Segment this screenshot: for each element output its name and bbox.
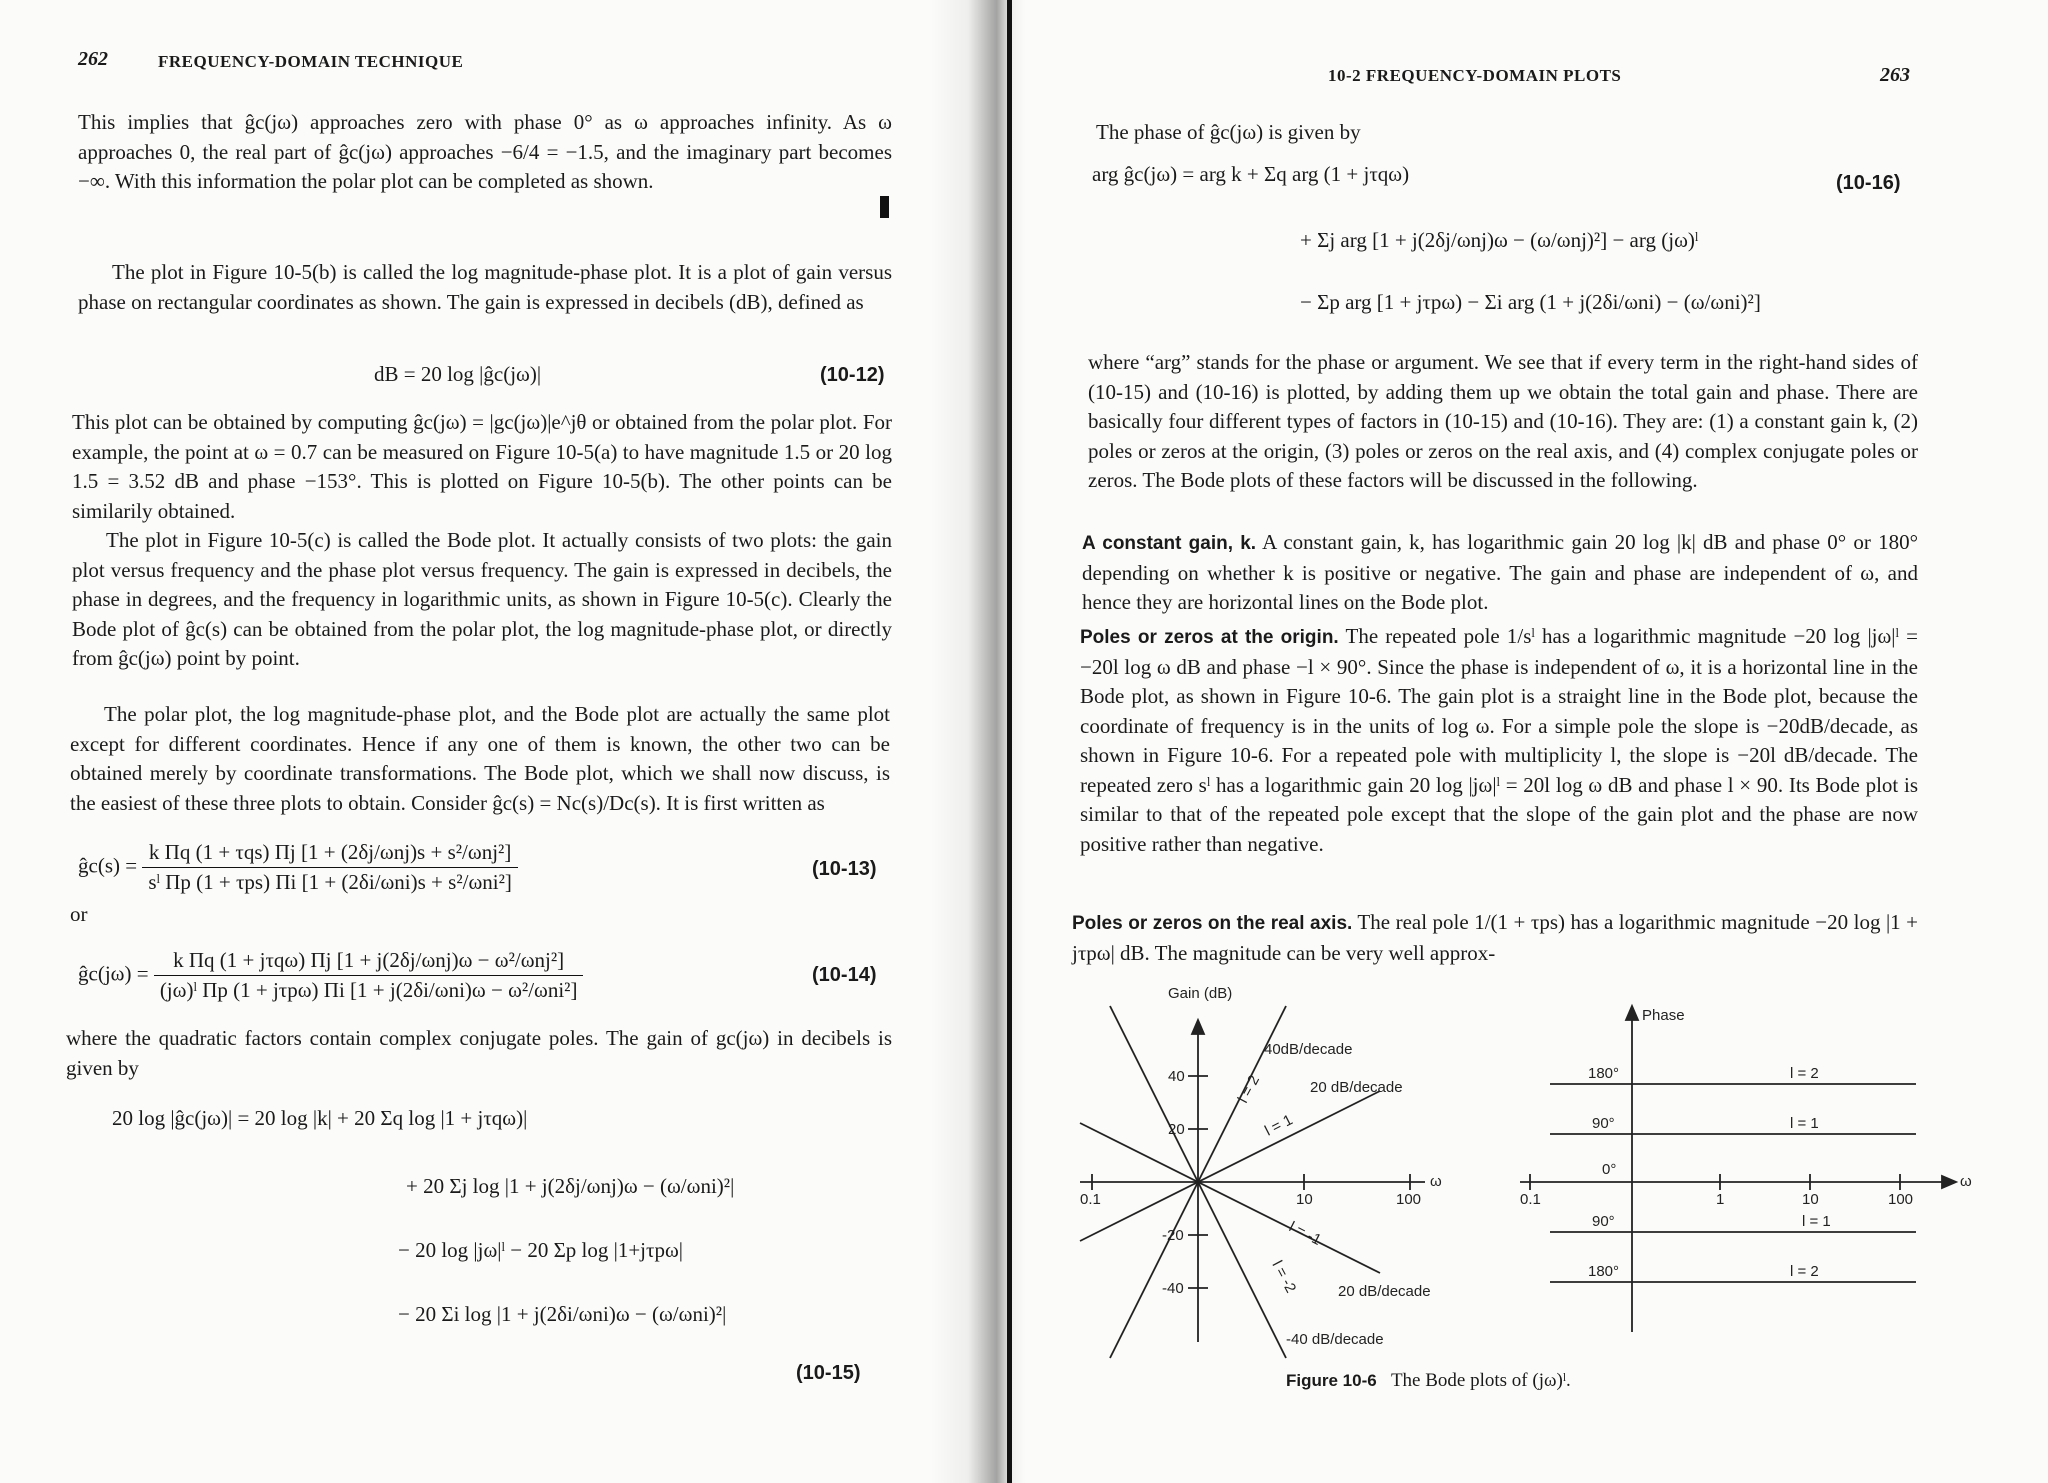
equation-10-15-line4: − 20 Σi log |1 + j(2δi/ωni)ω − (ω/ωni)²|	[398, 1302, 727, 1326]
slope-label: 40dB/decade	[1264, 1041, 1353, 1058]
equation-number: (10-14)	[812, 964, 877, 986]
x-tick-label: 0.1	[1080, 1191, 1101, 1208]
paragraph-text: The repeated pole 1/sˡ has a logarithmic magnitude −20 log |jω|ˡ = −20l log ω dB and phase −l × 90°. Since the phase is independent of ω, it is a horizontal line in the Bode plot, as shown in Figure 10-6. The gain plot is a straight line in the Bode plot, because the coordinate of frequency is in the units of log ω. For a simple pole the slope is −20dB/decade, as shown in Figure 10-6. For a repeated pole with multiplicity l, the slope is −20l dB/decade. The repeated zero sˡ has a logarithmic gain 20 log |jω|ˡ = 20l log ω dB and phase l × 90. Its Bode plot is similar to that of the repeated pole except that the slope of the gain plot and the phase are now positive rather than negative.	[1080, 624, 1918, 856]
line-label: l = -2	[1268, 1257, 1300, 1296]
equation-10-15-line3: − 20 log |jω|ˡ − 20 Σp log |1+jτpω|	[398, 1238, 683, 1262]
x-tick-label: 100	[1396, 1191, 1422, 1208]
phase-axis-title: Phase	[1642, 1007, 1685, 1024]
y-tick-label: 90°	[1592, 1115, 1615, 1132]
line-label: l = 1	[1802, 1213, 1831, 1230]
line-label: l = 2	[1790, 1065, 1819, 1082]
paragraph	[1082, 528, 1918, 618]
figure-10-6	[1050, 976, 1990, 1396]
figure-caption-text: The Bode plots of (jω)ˡ.	[1390, 1370, 1571, 1391]
equation-lhs: ĝc(jω) =	[78, 961, 149, 986]
equation-10-16-line2: + Σj arg [1 + j(2δj/ωnj)ω − (ω/ωnj)²] − arg (jω)ˡ	[1300, 228, 1699, 252]
x-tick-label: 1	[1716, 1191, 1725, 1208]
line-label: l = 1	[1790, 1115, 1819, 1132]
section-heading: A constant gain, k.	[1082, 533, 1257, 554]
equation-10-14	[78, 948, 583, 1003]
equation-10-15-line1: 20 log |ĝc(jω)| = 20 log |k| + 20 Σq log |1 + jτqω)|	[112, 1106, 528, 1130]
phase-labels	[1520, 1007, 1972, 1280]
x-axis-arrow	[1942, 1176, 1956, 1188]
y-tick-label: -20	[1162, 1227, 1184, 1244]
equation-10-15-line2: + 20 Σj log |1 + j(2δj/ωnj)ω − (ω/ωni)²|	[406, 1174, 735, 1198]
figure-label: Figure 10-6	[1286, 1371, 1377, 1390]
running-head: 10-2 FREQUENCY-DOMAIN PLOTS	[1328, 66, 1622, 85]
line-plus-20db	[1080, 1091, 1380, 1241]
page-number: 263	[1880, 64, 1910, 86]
fraction	[142, 840, 518, 895]
x-tick-label: 100	[1888, 1191, 1914, 1208]
line-label: l = 2	[1234, 1072, 1264, 1106]
paragraph: This plot can be obtained by computing ĝc(jω) = |gc(jω)|e^jθ or obtained from the polar plot. For example, the point at ω = 0.7 can be measured on Figure 10-5(a) to have magnitude 1.5 or 20 log 1.5 = 3.52 dB and phase −153°. This is plotted on Figure 10-5(b). The other points can be similarily obtained.	[72, 410, 892, 523]
right-page	[1010, 0, 2048, 1483]
paragraph	[1072, 908, 1918, 968]
line-label: l = 2	[1790, 1263, 1819, 1280]
numerator: k Πq (1 + jτqω) Πj [1 + j(2δj/ωnj)ω − ω²/ωnj²]	[154, 948, 584, 976]
phase-plot	[1520, 1006, 1956, 1332]
denominator: (jω)ˡ Πp (1 + jτpω) Πi [1 + j(2δi/ωni)ω − ω²/ωni²]	[159, 978, 578, 1002]
equation-number: (10-15)	[796, 1362, 861, 1384]
y-tick-label: 40	[1168, 1068, 1185, 1085]
y-axis-arrow	[1626, 1006, 1638, 1020]
equation-10-12: dB = 20 log |ĝc(jω)|	[374, 362, 542, 386]
numerator: k Πq (1 + τqs) Πj [1 + (2δj/ωnj)s + s²/ωnj²]	[142, 840, 518, 868]
paragraph: The phase of ĝc(jω) is given by	[1096, 120, 1361, 144]
equation-lhs: ĝc(s) =	[78, 853, 138, 878]
line-minus-20db	[1080, 1123, 1380, 1273]
equation-10-13	[78, 840, 518, 895]
paragraph: This implies that ĝc(jω) approaches zero with phase 0° as ω approaches infinity. As ω approaches 0, the real part of ĝc(jω) approaches −6/4 = −1.5, and the imaginary part becomes −∞. With this information the polar plot can be completed as shown.	[78, 110, 892, 193]
slope-label: 20 dB/decade	[1310, 1079, 1403, 1096]
y-tick-label: 90°	[1592, 1213, 1615, 1230]
gain-labels	[1080, 985, 1442, 1348]
left-page	[0, 0, 1000, 1483]
fraction	[154, 948, 584, 1003]
paragraph: where “arg” stands for the phase or argument. We see that if every term in the right-hand sides of (10-15) and (10-16) is plotted, by adding them up we obtain the total gain and phase. There are basically four different types of factors in (10-15) and (10-16). They are: (1) a constant gain k, (2) poles or zeros at the origin, (3) poles or zeros on the real axis, and (4) complex conjugate poles or zeros. The Bode plots of these factors will be discussed in the following.	[1088, 350, 1918, 492]
gain-plot	[1080, 1006, 1425, 1358]
gain-axis-title: Gain (dB)	[1168, 985, 1233, 1002]
paragraph	[1080, 622, 1918, 859]
y-tick-label: 20	[1168, 1121, 1185, 1138]
equation-10-16-line3: − Σp arg [1 + jτpω) − Σi arg (1 + j(2δi/ωni) − (ω/ωni)²]	[1300, 290, 1761, 314]
y-tick-label: -40	[1162, 1280, 1184, 1297]
paragraph-text: A constant gain, k, has logarithmic gain 20 log |k| dB and phase 0° or 180° depending on whether k is positive or negative. The gain and phase are independent of ω, and hence they are horizontal lines on the Bode plot.	[1082, 530, 1918, 614]
slope-label: -40 dB/decade	[1286, 1331, 1384, 1348]
equation-number: (10-12)	[820, 364, 885, 386]
paragraph: where the quadratic factors contain complex conjugate poles. The gain of gc(jω) in decibels is given by	[66, 1026, 892, 1080]
paragraph: The plot in Figure 10-5(c) is called the Bode plot. It actually consists of two plots: the gain plot versus frequency and the phase plot versus frequency. The gain is expressed in decibels, the phase in degrees, and the frequency in logarithmic units, as shown in Figure 10-5(c). Clearly the Bode plot of ĝc(s) can be obtained from the polar plot, the log magnitude-phase plot, or directly from ĝc(jω) point by point.	[72, 528, 892, 670]
paragraph-text: The real pole 1/(1 + τps) has a logarithmic magnitude −20 log |1 + jτpω| dB. The magnitude can be very well approx-	[1072, 910, 1918, 965]
line-label: l = -1	[1286, 1218, 1324, 1249]
end-of-example-mark	[880, 196, 889, 218]
omega-label: ω	[1430, 1173, 1442, 1190]
running-head: FREQUENCY-DOMAIN TECHNIQUE	[158, 52, 464, 71]
y-tick-label: 180°	[1588, 1065, 1620, 1082]
x-tick-label: 0.1	[1520, 1191, 1541, 1208]
y-axis-arrow	[1192, 1020, 1204, 1034]
y-tick-label: 0°	[1602, 1161, 1617, 1178]
equation-10-16-line1: arg ĝc(jω) = arg k + Σq arg (1 + jτqω)	[1092, 162, 1410, 186]
equation-number: (10-13)	[812, 858, 877, 880]
figure-caption	[1286, 1370, 1571, 1392]
paragraph: The plot in Figure 10-5(b) is called the log magnitude-phase plot. It is a plot of gain versus phase on rectangular coordinates as shown. The gain is expressed in decibels (dB), defined as	[78, 260, 892, 314]
paragraph: The polar plot, the log magnitude-phase plot, and the Bode plot are actually the same plot except for different coordinates. Hence if any one of them is known, the other two can be obtained merely by coordinate transformations. The Bode plot, which we shall now discuss, is the easiest of these three plots to obtain. Consider ĝc(s) = Nc(s)/Dc(s). It is first written as	[70, 702, 890, 815]
slope-label: 20 dB/decade	[1338, 1283, 1431, 1300]
or-connector: or	[70, 902, 88, 926]
line-label: l = 1	[1262, 1111, 1296, 1140]
page-number: 262	[78, 48, 108, 70]
x-tick-label: 10	[1296, 1191, 1313, 1208]
omega-label: ω	[1960, 1173, 1972, 1190]
section-heading: Poles or zeros at the origin.	[1080, 627, 1339, 648]
y-tick-label: 180°	[1588, 1263, 1620, 1280]
section-heading: Poles or zeros on the real axis.	[1072, 913, 1353, 934]
equation-number: (10-16)	[1836, 172, 1901, 194]
x-tick-label: 10	[1802, 1191, 1819, 1208]
denominator: sˡ Πp (1 + τps) Πi [1 + (2δi/ωni)s + s²/ωni²]	[148, 870, 512, 894]
